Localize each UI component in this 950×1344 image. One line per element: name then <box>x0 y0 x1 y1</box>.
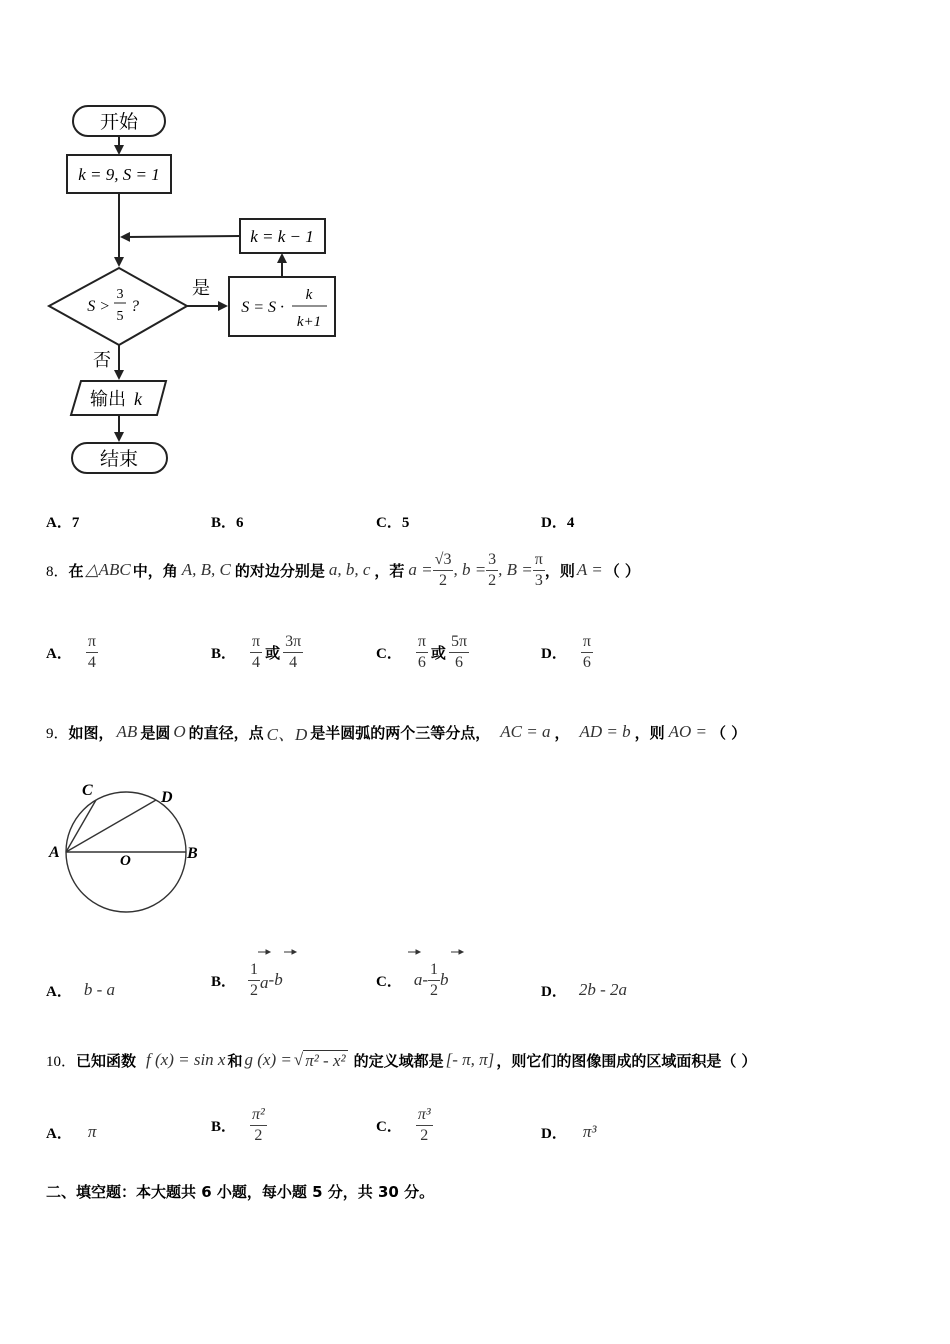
update-lhs: S = S · <box>241 299 284 316</box>
q7-option-a[interactable]: A．7 <box>46 515 80 531</box>
vector-b: b <box>440 970 449 989</box>
fraction-sqrt3-over-2: $\frac{√3}{2}$ <box>434 550 452 589</box>
flowchart <box>40 95 350 485</box>
q9-option-d[interactable]: D． 2b - 2a <box>541 980 628 1000</box>
q10-option-a[interactable]: A． π <box>46 1122 97 1142</box>
output-label: 输出 <box>90 389 126 410</box>
q8-option-c[interactable]: C． $\frac{\pi}{6}$ 或 $\frac{5\pi}{6}$ <box>376 632 468 671</box>
output-var: k <box>134 389 142 409</box>
triangle-abc: △ABC <box>85 560 131 579</box>
condition-lhs: S > <box>87 298 110 315</box>
q10-option-b[interactable]: B． $\frac{\text{π²}}{2}$ <box>211 1105 265 1144</box>
vector-a: a <box>260 973 269 992</box>
q8-option-b[interactable]: B． $\frac{\pi}{4}$ 或 $\frac{3\pi}{4}$ <box>211 632 302 671</box>
q8-number: 8． <box>46 563 69 580</box>
label-o: O <box>120 853 131 869</box>
q8-option-a[interactable]: A． $\frac{\pi}{4}$ <box>46 632 96 671</box>
label-d: D <box>161 789 173 806</box>
start-label: 开始 <box>99 111 139 133</box>
yes-label: 是 <box>192 278 210 299</box>
fraction-3-over-2: $\frac{3}{2}$ <box>488 550 497 589</box>
label-b: B <box>187 845 198 862</box>
section-2-heading: 二、填空题：本大题共 6 小题，每小题 5 分，共 30 分。 <box>46 1183 435 1201</box>
q10-option-c[interactable]: C． $\frac{\text{π³}}{2}$ <box>376 1105 431 1144</box>
q9-stem: 9． 如图， AB 是圆 O 的直径，点 C、D 是半圆弧的两个三等分点， AC = a ， AD = b ，则 AO = （ ） <box>46 722 747 744</box>
no-label: 否 <box>93 350 111 371</box>
vector-a: a <box>413 970 423 989</box>
q10-option-d[interactable]: D． π³ <box>541 1122 597 1142</box>
q7-option-b[interactable]: B．6 <box>211 515 244 531</box>
label-c: C <box>82 782 93 799</box>
update-num: k <box>305 287 313 303</box>
decrement-label: k = k − 1 <box>250 227 314 246</box>
vector-b: b <box>274 970 283 989</box>
q7-option-d[interactable]: D．4 <box>541 515 575 531</box>
sqrt-icon: √ <box>293 1050 304 1069</box>
label-a: A <box>49 844 60 861</box>
condition-den: 5 <box>116 309 124 324</box>
q9-option-a[interactable]: A． b - a <box>46 980 116 1000</box>
q9-option-c[interactable]: C． a - $\frac{1}{2}$ b <box>376 960 449 999</box>
circle-figure <box>40 778 215 913</box>
init-label: k = 9, S = 1 <box>78 165 160 184</box>
update-den: k+1 <box>296 314 322 330</box>
end-label: 结束 <box>99 448 139 470</box>
q8-option-d[interactable]: D． $\frac{\pi}{6}$ <box>541 632 591 671</box>
condition-q: ? <box>131 298 139 315</box>
q10-stem: 10． 已知函数 f (x) = sin x 和 g (x) = √ π² - x² 的定义域都是 [- π, π] ，则它们的图像围成的区域面积是（ ） <box>46 1050 757 1070</box>
condition-diamond <box>49 268 187 345</box>
vector-arrows <box>250 944 470 960</box>
fraction-pi-over-3: $\frac{\pi}{3}$ <box>534 550 543 589</box>
q8-stem: 8． 在 △ABC 中，角 A, B, C 的对边分别是 a, b, c ，若 a = $\frac{√3}{2}$ , b = $\frac{3}{2}$ , B = $\frac{\pi}{3}$ ，则 A = （ ） <box>46 550 640 589</box>
condition-num: 3 <box>116 287 124 302</box>
q7-option-c[interactable]: C．5 <box>376 515 410 531</box>
q9-option-b[interactable]: B． $\frac{1}{2}$ a - b <box>211 960 283 999</box>
